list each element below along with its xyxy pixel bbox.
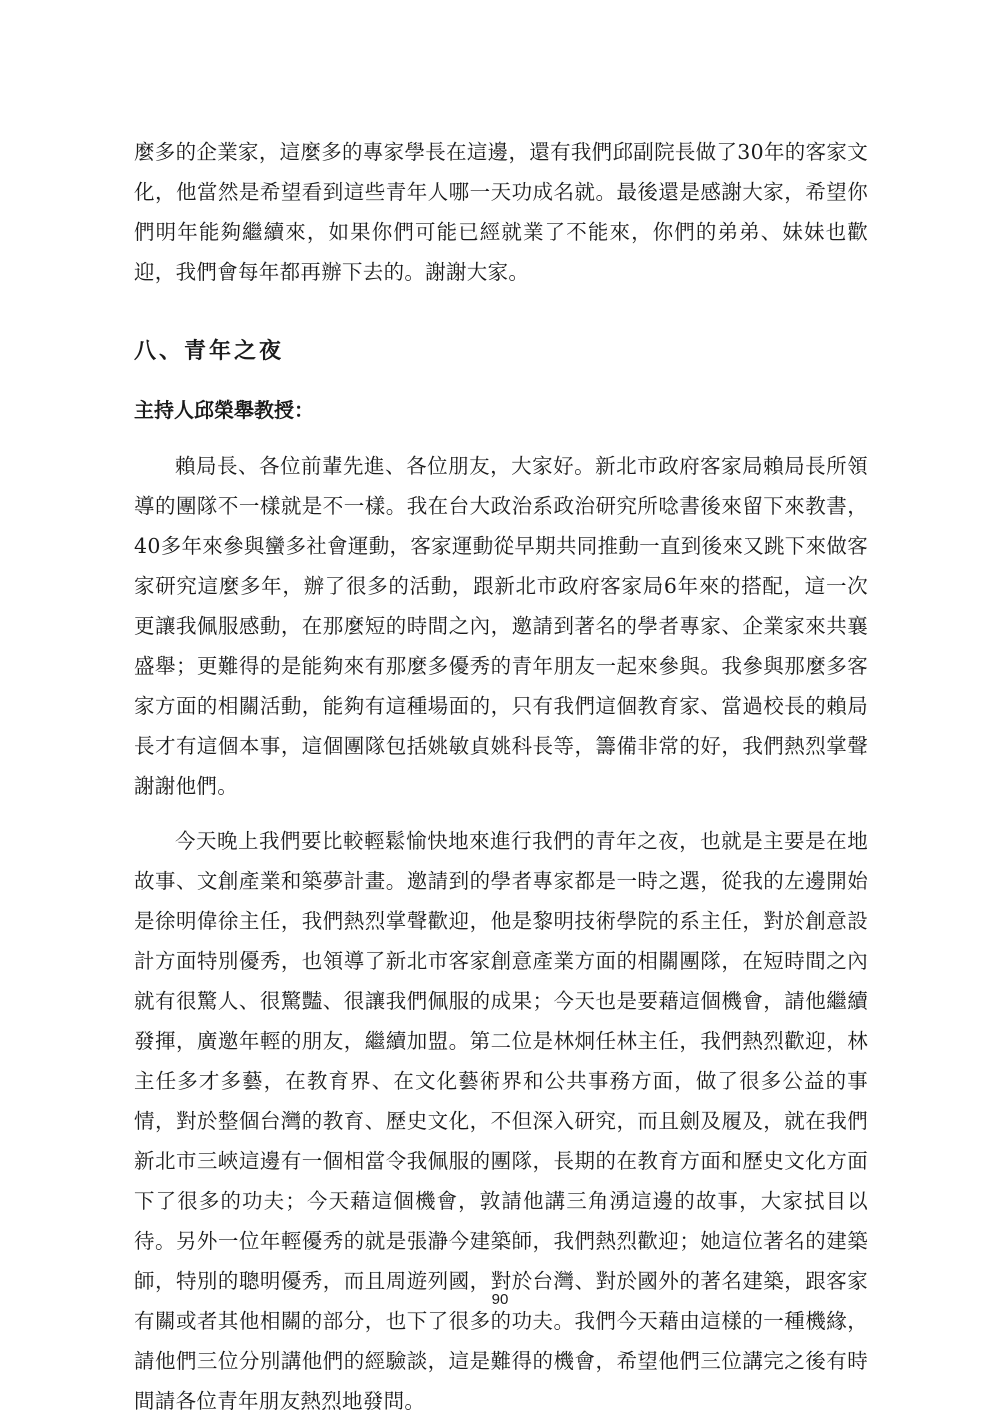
paragraph-introductions: 今天晚上我們要比較輕鬆愉快地來進行我們的青年之夜，也就是主要是在地故事、文創產業和築夢計畫。邀請到的學者專家都是一時之選，從我的左邊開始是徐明偉徐主任，我們熱烈掌聲歡迎，他是黎明技術學院的系主任，對於創意設計方面特別優秀，也領導了新北市客家創意產業方面的相關團隊，在短時間之內就有很驚人、很驚豔、很讓我們佩服的成果；今天也是要藉這個機會，請他繼續發揮，廣邀年輕的朋友，繼續加盟。第二位是林炯任林主任，我們熱烈歡迎，林主任多才多藝，在教育界、在文化藝術界和公共事務方面，做了很多公益的事情，對於整個台灣的教育、歷史文化，不但深入研究，而且劍及履及，就在我們新北市三峽這邊有一個相當令我佩服的團隊，長期的在教育方面和歷史文化方面下了很多的功夫；今天藉這個機會，敦請他講三角湧這邊的故事，大家拭目以待。另外一位年輕優秀的就是張瀞今建築師，我們熱烈歡迎；她這位著名的建築師，特別的聰明優秀，而且周遊列國，對於台灣、對於國外的著名建築，跟客家有關或者其他相關的部分，也下了很多的功夫。我們今天藉由這樣的一種機緣，請他們三位分別講他們的經驗談，這是難得的機會，希望他們三位講完之後有時間請各位青年朋友熱烈地發問。 bbox=[134, 829, 868, 1413]
paragraph-opening-remarks: 賴局長、各位前輩先進、各位朋友，大家好。新北市政府客家局賴局長所領導的團隊不一樣就是不一樣。我在台大政治系政治研究所唸書後來留下來教書，40多年來參與蠻多社會運動，客家運動從早期共同推動一直到後來又跳下來做客家研究這麼多年，辦了很多的活動，跟新北市政府客家局6年來的搭配，這一次更讓我佩服感動，在那麼短的時間之內，邀請到著名的學者專家、企業家來共襄盛舉；更難得的是能夠來有那麼多優秀的青年朋友一起來參與。我參與那麼多客家方面的相關活動，能夠有這種場面的，只有我們這個教育家、當過校長的賴局長才有這個本事，這個團隊包括姚敏貞姚科長等，籌備非常的好，我們熱烈掌聲謝謝他們。 bbox=[134, 454, 868, 798]
paragraph-continuation: 麼多的企業家，這麼多的專家學長在這邊，還有我們邱副院長做了30年的客家文化，他當然是希望看到這些青年人哪一天功成名就。最後還是感謝大家，希望你們明年能夠繼續來，如果你們可能已經就業了不能來，你們的弟弟、妹妹也歡迎，我們會每年都再辦下去的。謝謝大家。 bbox=[134, 140, 868, 284]
page-number: 90 bbox=[491, 1291, 509, 1308]
speaker-heading: 主持人邱榮舉教授： bbox=[134, 398, 314, 422]
section-title: 八、青年之夜 bbox=[134, 339, 285, 364]
document-body bbox=[134, 132, 868, 1421]
